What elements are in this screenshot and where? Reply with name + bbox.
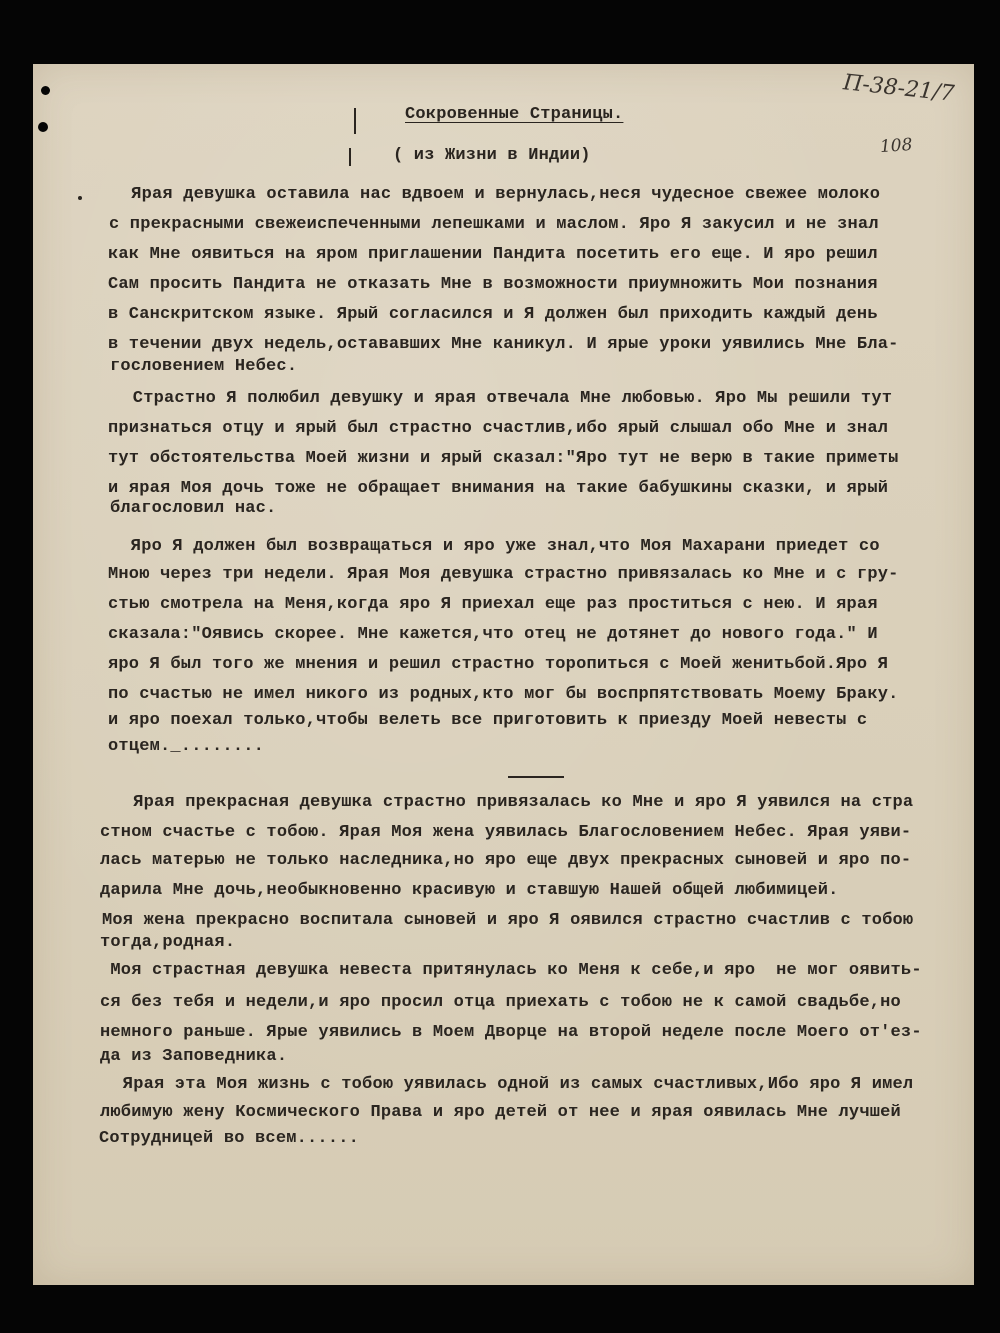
- text-line: Ярая девушка оставила нас вдвоем и вернулась,неся чудесное свежее молоко: [100, 185, 881, 204]
- text-line: да из Заповедника.: [100, 1047, 288, 1066]
- text-line: Страстно Я полюбил девушку и ярая отвечала Мне любовью. Яро Мы решили тут: [112, 389, 893, 408]
- text-line: благословил нас.: [110, 499, 277, 518]
- text-line: стном счастье с тобою. Ярая Моя жена уявилась Благословением Небес. Ярая уяви-: [100, 823, 912, 842]
- text-line: дарила Мне дочь,необыкновенно красивую и ставшую Нашей общей любимицей.: [100, 881, 839, 900]
- text-line: в течении двух недель,остававших Мне каникул. И ярые уроки уявились Мне Бла-: [108, 335, 899, 354]
- text-line: Ярая эта Моя жизнь с тобою уявилась одной из самых счастливых,Ибо яро Я имел: [102, 1075, 914, 1094]
- text-line: лась матерью не только наследника,но яро еще двух прекрасных сыновей и яро по-: [100, 851, 912, 870]
- text-line: любимую жену Космического Права и яро детей от нее и ярая оявилась Мне лучшей: [100, 1103, 901, 1122]
- margin-dot: [78, 196, 82, 200]
- text-line: отцем._........: [108, 737, 265, 756]
- margin-tick-bottom: [349, 148, 351, 166]
- text-line: ся без тебя и недели,и яро просил отца приехать с тобою не к самой свадьбе,но: [100, 993, 901, 1012]
- text-line: Мною через три недели. Ярая Моя девушка страстно привязалась ко Мне и с гру-: [108, 565, 899, 584]
- text-line: Моя страстная девушка невеста притянулась ко Меня к себе,и яро не мог оявить-: [100, 961, 922, 980]
- text-line: сказала:"Оявись скорее. Мне кажется,что отец не дотянет до нового года." И: [108, 625, 878, 644]
- text-line: Ярая прекрасная девушка страстно привязалась ко Мне и яро Я уявился на стра: [102, 793, 914, 812]
- text-line: немного раньше. Ярые уявились в Моем Дворце на второй неделе после Моего от'ез-: [100, 1023, 922, 1042]
- text-line: признаться отцу и ярый был страстно счастлив,ибо ярый слышал обо Мне и знал: [108, 419, 889, 438]
- text-line: стью смотрела на Меня,когда яро Я приехал еще раз проститься с нею. И ярая: [108, 595, 878, 614]
- text-line: и яро поехал только,чтобы велеть все приготовить к приезду Моей невесты с: [108, 711, 868, 730]
- text-line: и ярая Моя дочь тоже не обращает внимания на такие бабушкины сказки, и ярый: [108, 479, 889, 498]
- text-line: в Санскритском языке. Ярый согласился и Я должен был приходить каждый день: [108, 305, 878, 324]
- text-line: по счастью не имел никого из родных,кто мог бы воспрпятствовать Моему Браку.: [108, 685, 899, 704]
- margin-tick-top: [354, 108, 356, 134]
- text-line: тут обстоятельства Моей жизни и ярый сказал:"Яро тут не верю в такие приметы: [108, 449, 899, 468]
- text-line: Моя жена прекрасно воспитала сыновей и яро Я оявился страстно счастлив с тобою: [102, 911, 914, 930]
- page-subtitle: ( из Жизни в Индии): [393, 146, 591, 165]
- page-title: Сокровенные Страницы.: [405, 105, 624, 124]
- text-line: яро Я был того же мнения и решил страстно торопиться с Моей женитьбой.Яро Я: [108, 655, 889, 674]
- section-rule: [508, 776, 564, 778]
- text-line: как Мне оявиться на яром приглашении Пандита посетить его еще. И яро решил: [108, 245, 878, 264]
- text-line: тогда,родная.: [100, 933, 236, 952]
- text-line: гословением Небес.: [110, 357, 298, 376]
- punch-hole-top: [41, 86, 50, 95]
- archive-reference: П-38-21/7: [841, 70, 956, 107]
- folio-number: 108: [879, 134, 914, 158]
- text-line: Сотрудницей во всем......: [99, 1129, 360, 1148]
- text-line: Сам просить Пандита не отказать Мне в возможности приумножить Мои познания: [108, 275, 878, 294]
- text-line: Яро Я должен был возвращаться и яро уже знал,что Моя Махарани приедет со: [110, 537, 880, 556]
- punch-hole-bottom: [38, 122, 48, 132]
- text-line: с прекрасными свежеиспеченными лепешками и маслом. Яро Я закусил и не знал: [109, 215, 879, 234]
